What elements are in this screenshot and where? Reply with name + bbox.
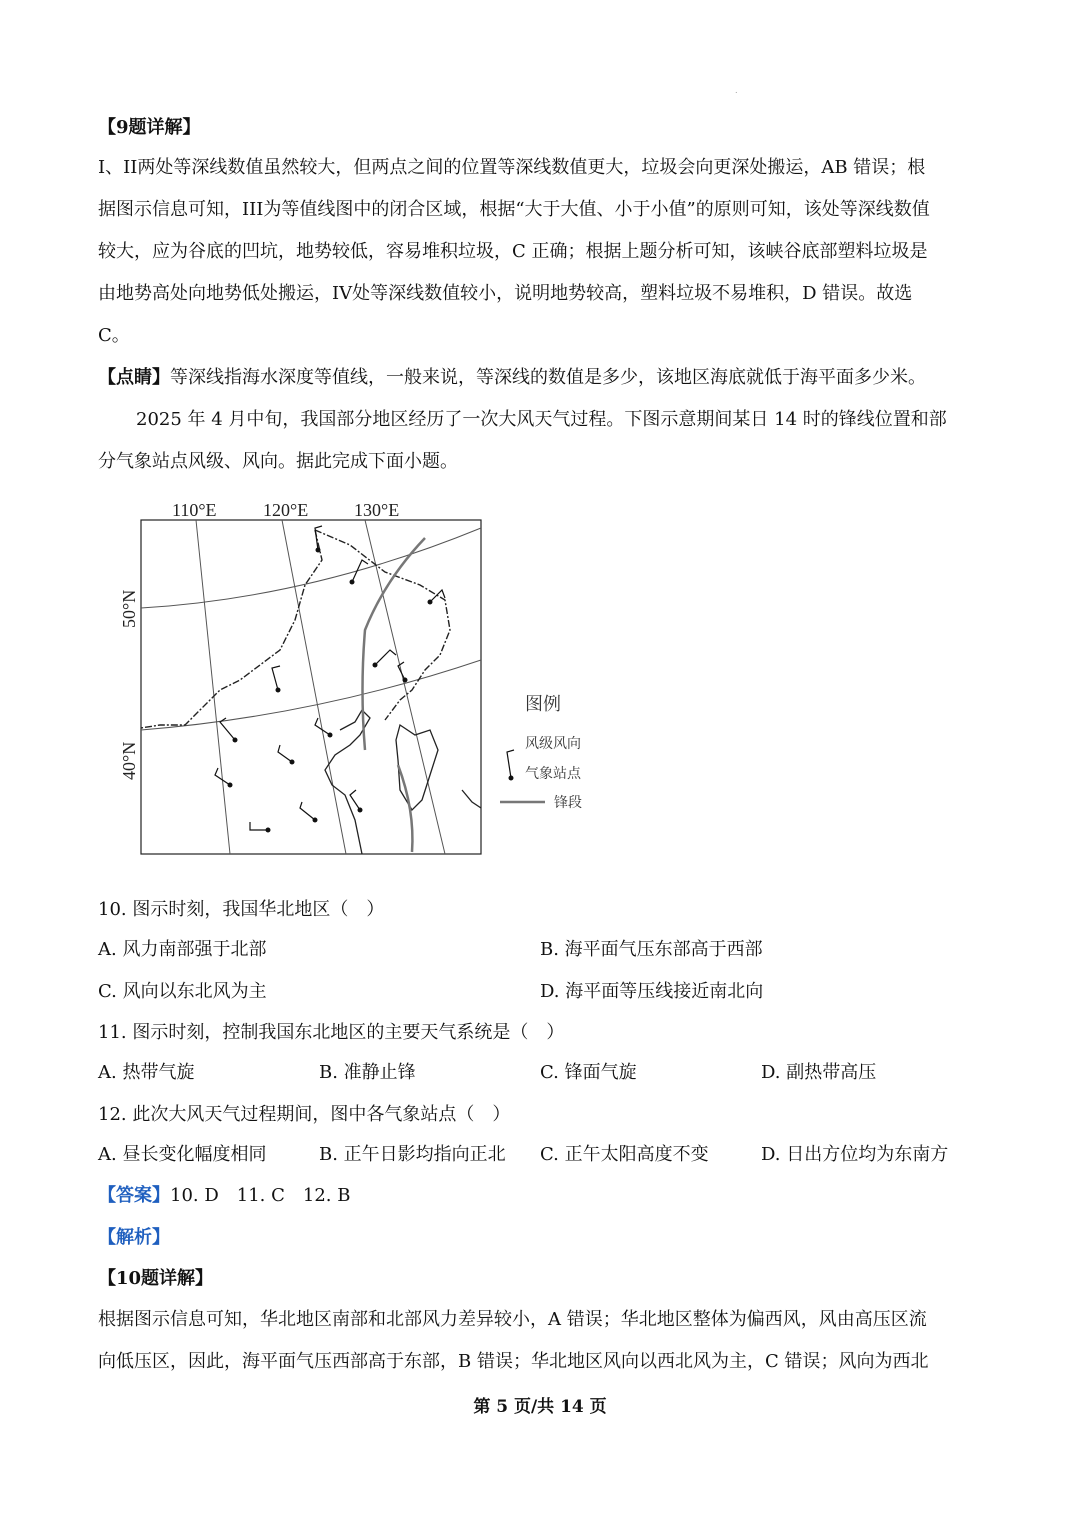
wind-barbs	[215, 526, 445, 830]
lon-label-110: 110°E	[172, 500, 217, 520]
answer-label: 【答案】	[98, 1185, 170, 1206]
stray-dot: .	[735, 86, 738, 95]
q10-line-2: 向低压区，因此，海平面气压西部高于东部，B 错误；华北地区风向以西北风为主，C 错误；风向为西北	[98, 1351, 929, 1372]
q11-option-c: C. 锋面气旋	[540, 1062, 637, 1083]
legend-item-wind: 风级风向	[525, 736, 581, 752]
q9-line-3: 较大，应为谷底的凹坑，地势较低，容易堆积垃圾，C 正确；根据上题分析可知，该峡谷底部塑料垃圾是	[98, 241, 928, 262]
legend-barb-symbol	[507, 750, 514, 778]
legend-item-front: 锋段	[554, 795, 582, 811]
q12-option-c: C. 正午太阳高度不变	[540, 1144, 709, 1165]
q10-line-1: 根据图示信息可知，华北地区南部和北部风力差异较小，A 错误；华北地区整体为偏西风，风由高压区流	[98, 1309, 927, 1330]
q11-option-d: D. 副热带高压	[761, 1062, 877, 1083]
q10-stem: 10. 图示时刻，我国华北地区（ ）	[98, 899, 385, 920]
q11-option-a: A. 热带气旋	[98, 1062, 195, 1083]
q10-option-b: B. 海平面气压东部高于西部	[540, 939, 763, 960]
lon-label-130: 130°E	[354, 500, 400, 520]
legend-station-symbol	[509, 776, 514, 781]
q11-option-b: B. 准静止锋	[319, 1062, 416, 1083]
q9-line-4: 由地势高处向地势低处搬运，IV处等深线数值较小，说明地势较高，塑料垃圾不易堆积，D 错误。故选	[98, 283, 913, 304]
dianjing	[98, 366, 926, 390]
page-footer: 第 5 页/共 14 页	[473, 1397, 607, 1417]
q12-option-d: D. 日出方位均为东南方	[761, 1144, 949, 1165]
weather-stations	[228, 548, 433, 833]
q9-line-1: I、II两处等深线数值虽然较大，但两点之间的位置等深线数值更大，垃圾会向更深处搬运，AB 错误；根	[98, 157, 926, 178]
q12-option-b: B. 正午日影均指向正北	[319, 1144, 506, 1165]
lon-label-120: 120°E	[263, 500, 309, 520]
q10-option-d: D. 海平面等压线接近南北向	[540, 981, 764, 1002]
legend-item-station: 气象站点	[525, 766, 581, 782]
dianjing-label: 【点睛】	[98, 367, 170, 388]
q9-line-5: C。	[98, 325, 130, 346]
q12-option-a: A. 昼长变化幅度相同	[98, 1144, 267, 1165]
q10-title: 【10题详解】	[98, 1268, 214, 1289]
q10-option-a: A. 风力南部强于北部	[98, 939, 267, 960]
q9-title: 【9题详解】	[98, 117, 201, 138]
legend-title: 图例	[525, 694, 561, 715]
q12-stem: 12. 此次大风天气过程期间，图中各气象站点（ ）	[98, 1104, 511, 1125]
weather-map	[100, 490, 620, 870]
answer	[98, 1184, 350, 1208]
intro-line-2: 分气象站点风级、风向。据此完成下面小题。	[98, 451, 458, 472]
front-segment-south	[398, 765, 412, 852]
q9-line-2: 据图示信息可知，III为等值线图中的闭合区域，根据“大于大值、小于小值”的原则可知，该处等深线数值	[98, 199, 930, 220]
q10-option-c: C. 风向以东北风为主	[98, 981, 267, 1002]
dianjing-text: 等深线指海水深度等值线，一般来说，等深线的数值是多少，该地区海底就低于海平面多少米。	[170, 367, 926, 388]
lat-label-40: 40°N	[119, 741, 139, 780]
map-frame	[141, 520, 481, 854]
lat-label-50: 50°N	[119, 589, 139, 628]
q11-stem: 11. 图示时刻，控制我国东北地区的主要天气系统是（ ）	[98, 1022, 565, 1043]
intro-line-1: 2025 年 4 月中旬，我国部分地区经历了一次大风天气过程。下图示意期间某日 14 时的锋线位置和部	[136, 409, 947, 430]
answer-text: 10. D 11. C 12. B	[170, 1185, 351, 1206]
national-border	[141, 530, 450, 728]
graticule	[141, 520, 481, 854]
front-segment-north	[363, 538, 426, 750]
analysis-label: 【解析】	[98, 1227, 170, 1248]
